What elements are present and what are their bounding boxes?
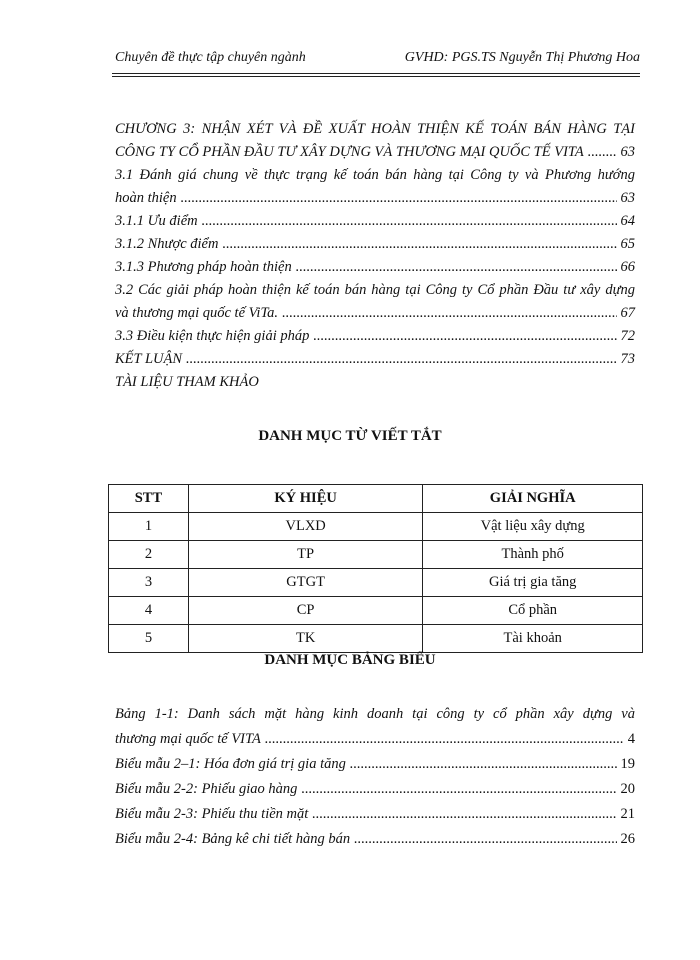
list-page: 4 bbox=[627, 731, 635, 747]
toc-item-3-1-2 bbox=[115, 233, 635, 256]
table-of-contents bbox=[115, 118, 635, 394]
toc-dots bbox=[202, 210, 617, 233]
header-right: GVHD: PGS.TS Nguyễn Thị Phương Hoa bbox=[404, 50, 640, 65]
toc-page: 63 bbox=[620, 190, 635, 206]
toc-chapter-3-line2: CÔNG TY CỔ PHẦN ĐẦU TƯ XÂY DỰNG VÀ THƯƠNG MẠI QUỐC TẾ VITA bbox=[115, 144, 584, 160]
toc-page: 67 bbox=[620, 305, 635, 321]
list-item-label: Biểu mẫu 2–1: Hóa đơn giá trị gia tăng bbox=[115, 756, 346, 772]
col-header-meaning: GIẢI NGHĨA bbox=[423, 485, 643, 513]
toc-item-label: KẾT LUẬN bbox=[115, 351, 183, 367]
toc-item-3-2-line2: và thương mại quốc tế ViTa. bbox=[115, 305, 279, 321]
list-item-label: Biểu mẫu 2-2: Phiếu giao hàng bbox=[115, 781, 298, 797]
list-item bbox=[115, 752, 635, 777]
cell-symbol: GTGT bbox=[188, 569, 423, 597]
list-item bbox=[115, 777, 635, 802]
toc-chapter-3-line1: CHƯƠNG 3: NHẬN XÉT VÀ ĐỀ XUẤT HOÀN THIỆN KẾ TOÁN BÁN HÀNG TẠI bbox=[115, 121, 635, 137]
toc-item-3-2-line1: 3.2 Các giải pháp hoàn thiện kế toán bán hàng tại Công ty Cổ phần Đầu tư xây dựng bbox=[115, 282, 635, 298]
list-item bbox=[115, 827, 635, 852]
toc-page: 72 bbox=[620, 328, 635, 344]
cell-symbol: CP bbox=[188, 597, 423, 625]
abbr-title: DANH MỤC TỪ VIẾT TẮT bbox=[258, 428, 442, 444]
toc-conclusion bbox=[115, 348, 635, 371]
list-dots bbox=[350, 752, 617, 777]
toc-item-3-1-1 bbox=[115, 210, 635, 233]
toc-dots bbox=[222, 233, 616, 256]
list-dots bbox=[312, 802, 616, 827]
toc-chapter-3 bbox=[115, 141, 635, 164]
toc-page: 64 bbox=[620, 213, 635, 229]
list-page: 19 bbox=[620, 756, 635, 772]
cell-meaning: Tài khoản bbox=[423, 625, 643, 653]
cell-stt: 4 bbox=[109, 597, 189, 625]
list-dots bbox=[301, 777, 616, 802]
tables-list-title: DANH MỤC BẢNG BIỂU bbox=[264, 652, 436, 668]
toc-item-label: 3.1.3 Phương pháp hoàn thiện bbox=[115, 259, 292, 275]
list-item bbox=[115, 727, 635, 752]
cell-symbol: VLXD bbox=[188, 513, 423, 541]
cell-stt: 1 bbox=[109, 513, 189, 541]
toc-dots bbox=[181, 187, 617, 210]
page-header bbox=[115, 50, 640, 72]
toc-dots bbox=[296, 256, 617, 279]
header-rule-thin bbox=[112, 76, 640, 77]
toc-item-label: 3.1.2 Nhược điểm bbox=[115, 236, 219, 252]
cell-meaning: Thành phố bbox=[423, 541, 643, 569]
table-row bbox=[109, 569, 643, 597]
toc-page: 66 bbox=[620, 259, 635, 275]
list-page: 21 bbox=[620, 806, 635, 822]
toc-page: 63 bbox=[620, 144, 635, 160]
list-item-1-line1: Bảng 1-1: Danh sách mặt hàng kinh doanh tại công ty cổ phần xây dựng và bbox=[115, 706, 635, 722]
abbreviations-table bbox=[108, 484, 643, 653]
col-header-symbol: KÝ HIỆU bbox=[188, 485, 423, 513]
table-header-row bbox=[109, 485, 643, 513]
tables-list bbox=[115, 702, 635, 852]
toc-page: 65 bbox=[620, 236, 635, 252]
cell-stt: 3 bbox=[109, 569, 189, 597]
cell-meaning: Giá trị gia tăng bbox=[423, 569, 643, 597]
cell-stt: 2 bbox=[109, 541, 189, 569]
toc-item-3-1-line2: hoàn thiện bbox=[115, 190, 177, 206]
table-row bbox=[109, 597, 643, 625]
list-item-label: Biểu mẫu 2-3: Phiếu thu tiền mặt bbox=[115, 806, 309, 822]
col-header-stt: STT bbox=[109, 485, 189, 513]
cell-meaning: Cổ phần bbox=[423, 597, 643, 625]
cell-symbol: TP bbox=[188, 541, 423, 569]
header-left: Chuyên đề thực tập chuyên ngành bbox=[115, 50, 306, 65]
toc-item-3-3 bbox=[115, 325, 635, 348]
toc-dots bbox=[282, 302, 616, 325]
toc-dots bbox=[588, 141, 617, 164]
list-item-1-line2: thương mại quốc tế VITA bbox=[115, 731, 261, 747]
list-item bbox=[115, 802, 635, 827]
toc-item-3-1-3 bbox=[115, 256, 635, 279]
toc-item-label: 3.3 Điều kiện thực hiện giải pháp bbox=[115, 328, 310, 344]
toc-page: 73 bbox=[620, 351, 635, 367]
table-row bbox=[109, 625, 643, 653]
toc-item-label: 3.1.1 Ưu điểm bbox=[115, 213, 198, 229]
header-rule bbox=[112, 73, 640, 74]
table-row bbox=[109, 513, 643, 541]
toc-dots bbox=[313, 325, 616, 348]
toc-item-3-2 bbox=[115, 302, 635, 325]
cell-stt: 5 bbox=[109, 625, 189, 653]
toc-references: TÀI LIỆU THAM KHẢO bbox=[115, 374, 259, 390]
list-dots bbox=[265, 727, 624, 752]
cell-symbol: TK bbox=[188, 625, 423, 653]
list-page: 20 bbox=[620, 781, 635, 797]
toc-dots bbox=[186, 348, 616, 371]
list-item-label: Biểu mẫu 2-4: Bảng kê chi tiết hàng bán bbox=[115, 831, 351, 847]
list-page: 26 bbox=[620, 831, 635, 847]
cell-meaning: Vật liệu xây dựng bbox=[423, 513, 643, 541]
list-dots bbox=[354, 827, 616, 852]
toc-item-3-1-line1: 3.1 Đánh giá chung về thực trạng kế toán bán hàng tại Công ty và Phương hướng bbox=[115, 167, 635, 183]
toc-item-3-1 bbox=[115, 187, 635, 210]
table-row bbox=[109, 541, 643, 569]
